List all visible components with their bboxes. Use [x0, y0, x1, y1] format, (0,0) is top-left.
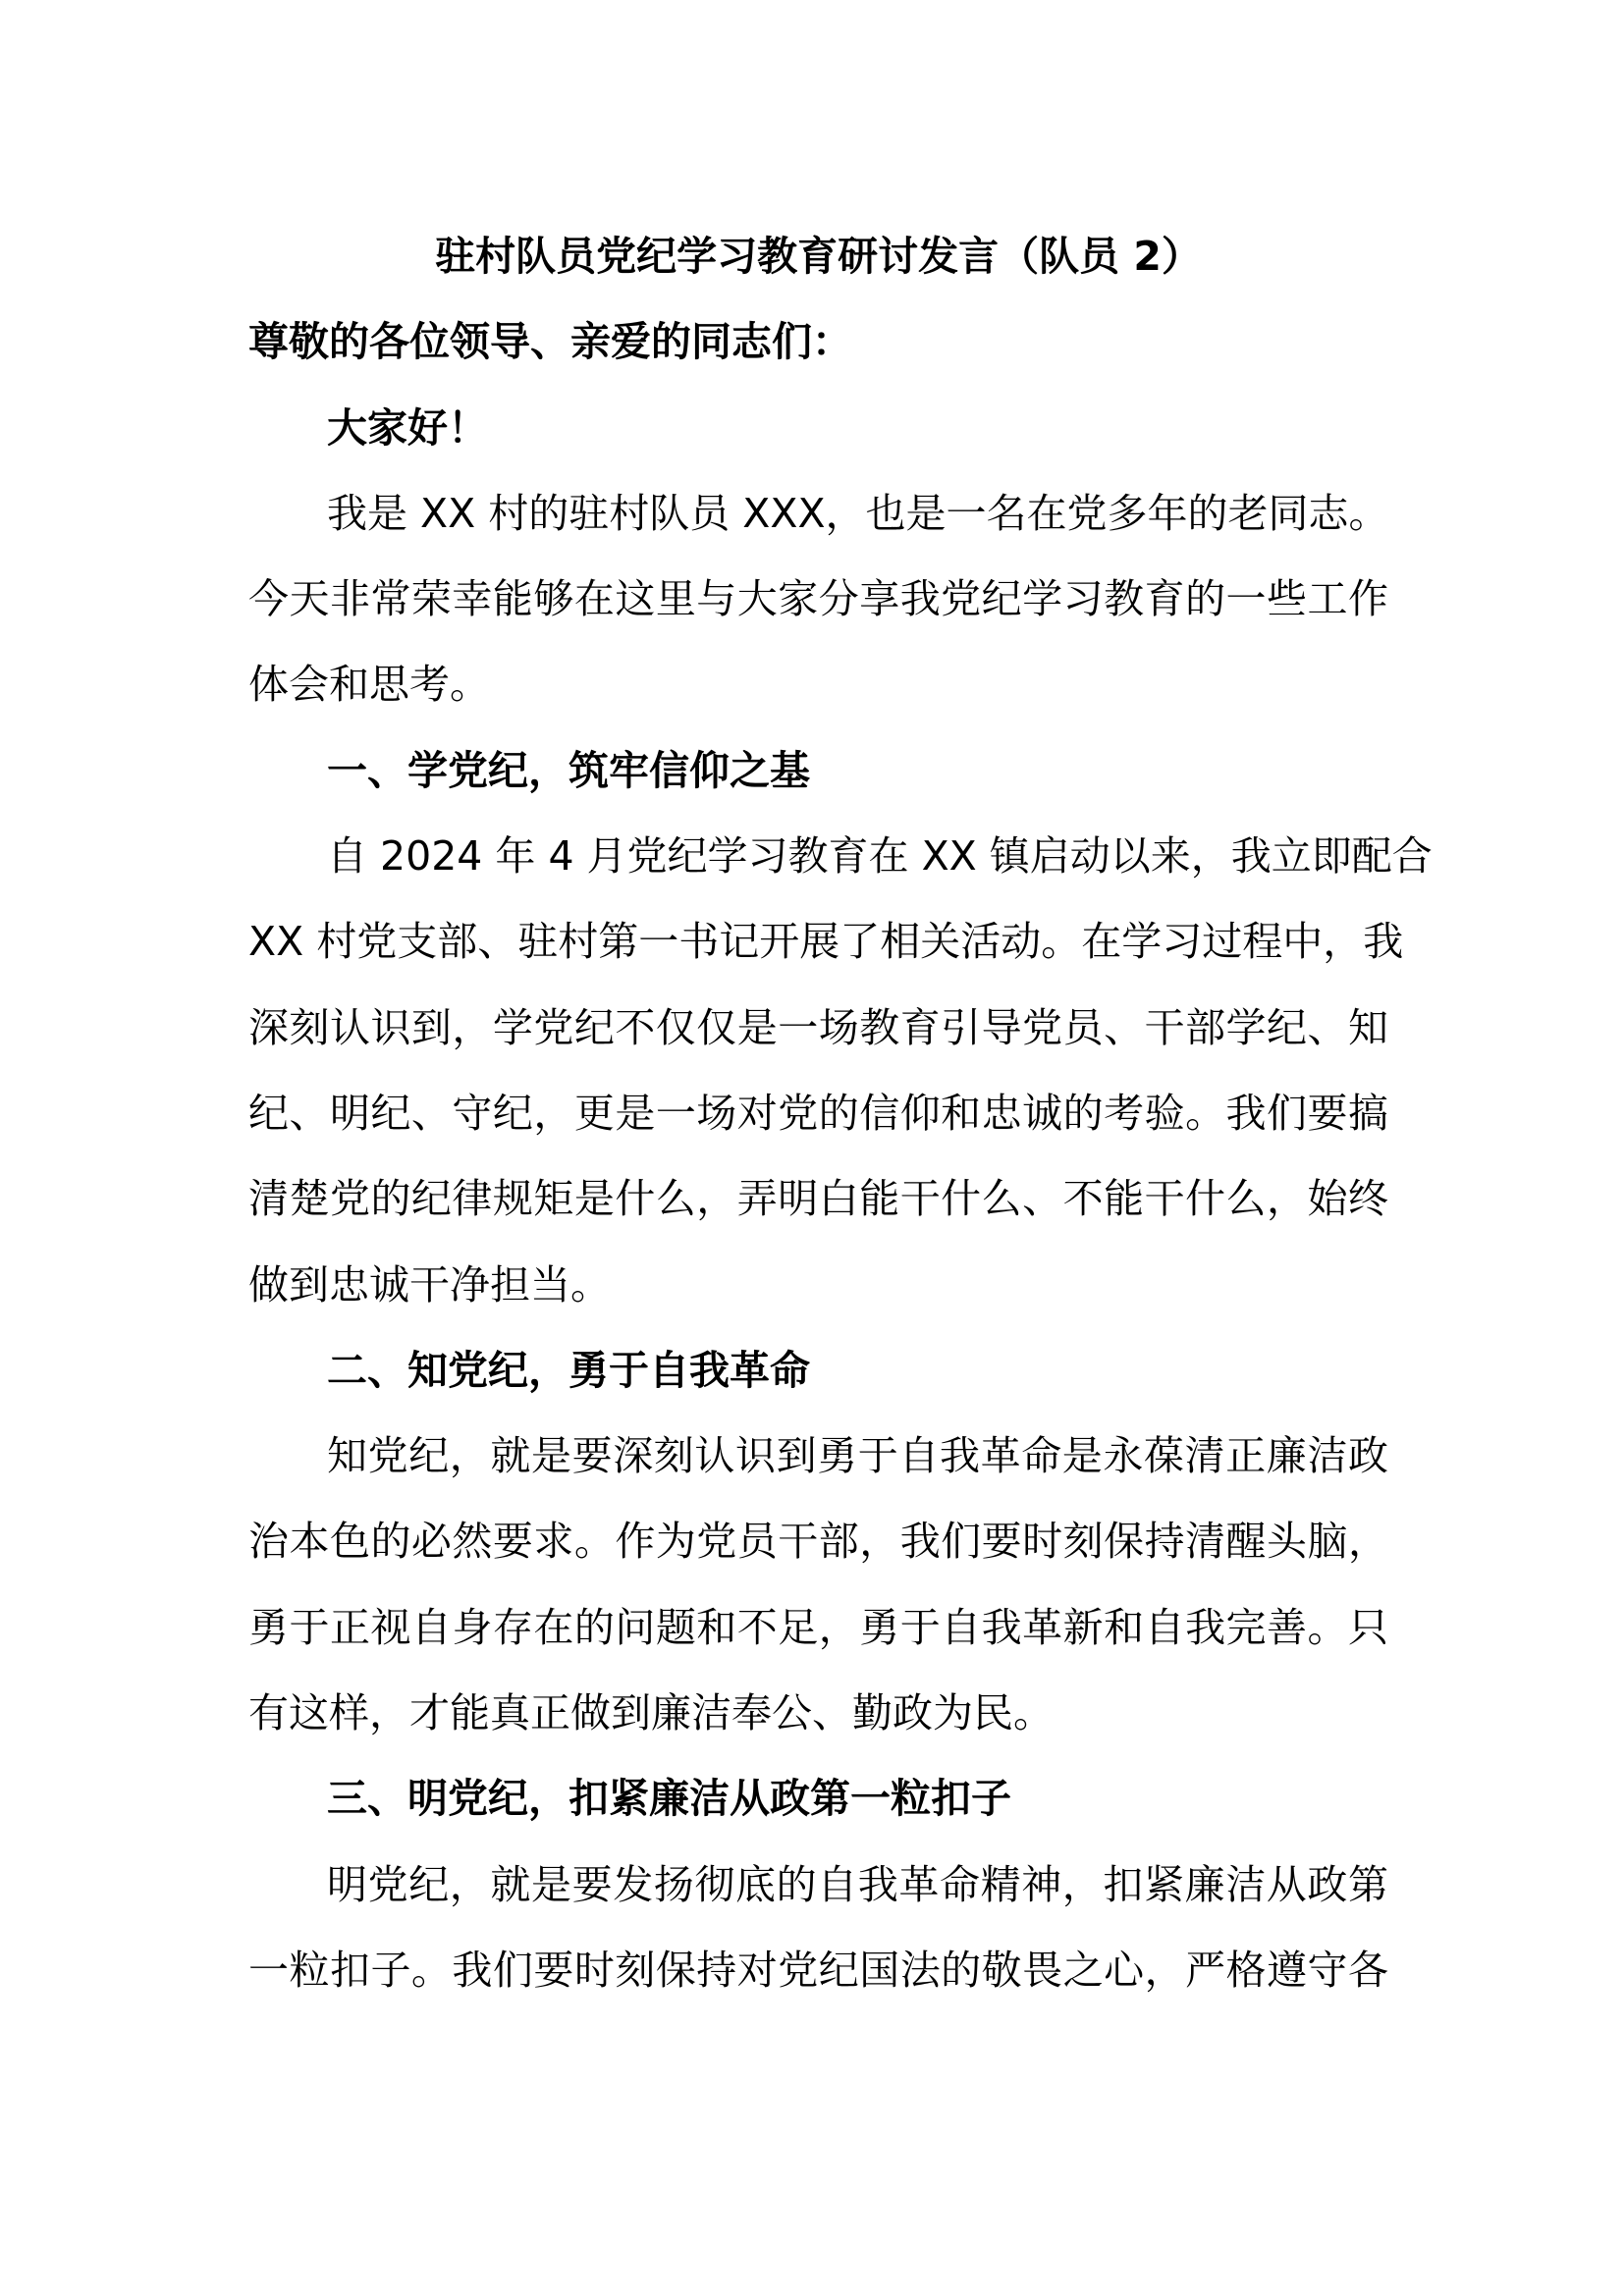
- text-line: 有这样，才能真正做到廉洁奉公、勤政为民。: [248, 1689, 1054, 1737]
- text-line: 二、知党纪，勇于自我革命: [327, 1346, 810, 1394]
- text-line: 做到忠诚干净担当。: [248, 1260, 611, 1308]
- text-line: 一、学党纪，筑牢信仰之基: [327, 746, 810, 794]
- text-line: 知党纪，就是要深刻认识到勇于自我革命是永葆清正廉洁政: [327, 1432, 1388, 1480]
- paragraph: [248, 814, 1433, 1328]
- greeting: 大家好！: [327, 403, 488, 452]
- section-heading: [248, 1756, 1388, 1842]
- text-line: XX 村党支部、驻村第一书记开展了相关活动。在学习过程中，我: [248, 918, 1404, 966]
- paragraph: [248, 1842, 1388, 2014]
- section-heading: [248, 728, 1388, 814]
- document-page: [248, 214, 1433, 2013]
- section-heading: [248, 1328, 1388, 1414]
- text-line: 纪、明纪、守纪，更是一场对党的信仰和忠诚的考验。我们要搞: [248, 1089, 1388, 1137]
- paragraph: [248, 471, 1388, 728]
- text-line: 今天非常荣幸能够在这里与大家分享我党纪学习教育的一些工作: [248, 575, 1388, 623]
- text-line: 深刻认识到，学党纪不仅仅是一场教育引导党员、干部学纪、知: [248, 1003, 1388, 1051]
- text-line: 治本色的必然要求。作为党员干部，我们要时刻保持清醒头脑，: [248, 1518, 1388, 1566]
- text-line: 明党纪，就是要发扬彻底的自我革命精神，扣紧廉洁从政第: [327, 1860, 1388, 1908]
- text-line: 清楚党的纪律规矩是什么，弄明白能干什么、不能干什么，始终: [248, 1175, 1388, 1223]
- document-body: [248, 471, 1433, 2013]
- text-line: 我是 XX 村的驻村队员 XXX，也是一名在党多年的老同志。: [327, 489, 1389, 537]
- text-line: 三、明党纪，扣紧廉洁从政第一粒扣子: [327, 1775, 1011, 1823]
- text-line: 自 2024 年 4 月党纪学习教育在 XX 镇启动以来，我立即配合: [327, 832, 1433, 881]
- paragraph: [248, 1414, 1388, 1756]
- text-line: 一粒扣子。我们要时刻保持对党纪国法的敬畏之心，严格遵守各: [248, 1946, 1388, 1994]
- text-line: 勇于正视自身存在的问题和不足，勇于自我革新和自我完善。只: [248, 1603, 1388, 1651]
- document-title: 驻村队员党纪学习教育研讨发言（队员 2）: [435, 233, 1202, 280]
- salutation: 尊敬的各位领导、亲爱的同志们：: [248, 318, 852, 366]
- text-line: 体会和思考。: [248, 661, 490, 709]
